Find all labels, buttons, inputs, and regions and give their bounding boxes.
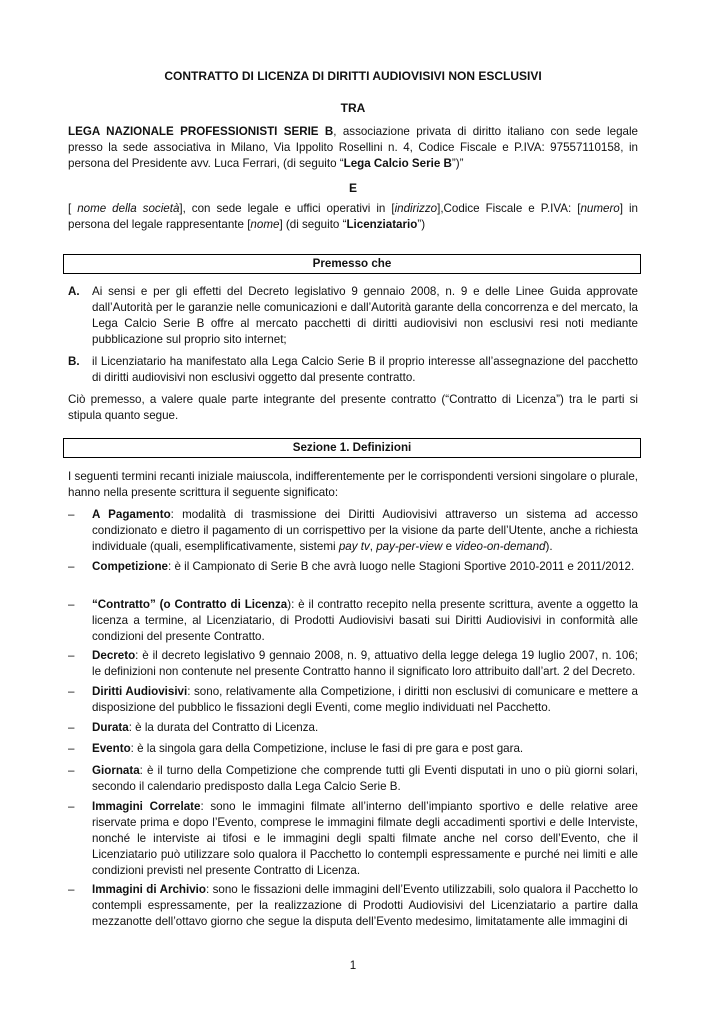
page-number: 1: [349, 959, 357, 972]
premesso-heading-box: Premesso che: [63, 254, 641, 274]
definition-text: [92, 799, 638, 879]
placeholder-indirizzo: indirizzo: [394, 202, 438, 215]
definition-body: : è il decreto legislativo 9 gennaio 2008, n. 9, attuativo della legge delega 19 luglio 2007, n. 106; le definizioni non contenute nel presente Contratto hanno il significato loro attribuito dall’art. 2 del Decreto.: [92, 649, 638, 678]
e-heading: E: [348, 181, 357, 195]
party2-alias: Licenziatario: [346, 218, 418, 231]
dash-bullet: –: [68, 598, 75, 611]
definition-text: [92, 597, 638, 645]
definition-body: ): è il contratto recepito nella presente scrittura, avente a oggetto la licenza a termine, al Licenziatario, di Prodotti Audiovisivi basati sui Diritti Audiovisivi in conformità alle condizioni del presente Contratto.: [92, 598, 638, 643]
definition-term: Immagini di Archivio: [92, 883, 206, 896]
definition-term: “Contratto” (o Contratto di Licenza: [92, 598, 288, 611]
definition-item: [68, 882, 638, 930]
definition-term: Competizione: [92, 560, 169, 573]
document-title: CONTRATTO DI LICENZA DI DIRITTI AUDIOVISIVI NON ESCLUSIVI: [164, 69, 542, 83]
definition-text: [92, 720, 638, 736]
party2-text: ],Codice Fiscale e P.IVA: [: [437, 202, 581, 215]
definition-text: [92, 648, 638, 680]
dash-bullet: –: [68, 649, 75, 662]
premesso-text: il Licenziatario ha manifestato alla Lega Calcio Serie B il proprio interesse all’assegnazione del pacchetto di diritti audiovisivi non esclusivi oggetto dal presente contratto.: [92, 355, 638, 384]
definition-item: [68, 648, 638, 680]
party1-alias: Lega Calcio Serie B: [343, 157, 452, 170]
definitions-intro: I seguenti termini recanti iniziale maiuscola, indifferentemente per le corrispondenti versioni singolare o plurale, hanno nella presente scrittura il seguente significato:: [68, 470, 638, 499]
sezione1-heading-box: Sezione 1. Definizioni: [63, 438, 641, 458]
definition-term: Evento: [92, 742, 131, 755]
dash-bullet: –: [68, 800, 75, 813]
party2-paragraph: [68, 201, 638, 233]
definition-term: A Pagamento: [92, 508, 171, 521]
premesso-item-a: [68, 284, 638, 348]
definition-term: Diritti Audiovisivi: [92, 685, 188, 698]
definition-body: : è il turno della Competizione che comprende tutti gli Eventi disputati in uno o più giorni solari, secondo il calendario predisposto dalla Lega Calcio Serie B.: [92, 764, 638, 793]
tra-heading: TRA: [340, 101, 366, 115]
party1-text: , associazione privata di diritto italiano con sede legale presso la sede associativa in Milano, Via Ippolito Rosellini n. 4, Codice Fiscale e P.IVA: 97557110158, in persona del Presidente avv. Luca Ferrari, (di seguito “: [68, 125, 638, 170]
dash-bullet: –: [68, 560, 75, 573]
party2-text: [: [68, 202, 78, 215]
definition-text: [92, 763, 638, 795]
definition-body: : sono, relativamente alla Competizione, i diritti non esclusivi di comunicare e mettere a disposizione del pubblico le fissazioni degli Eventi, come meglio individuati nel Pacchetto.: [92, 685, 638, 714]
party1-close: ”)”: [451, 157, 464, 170]
definition-term: Giornata: [92, 764, 140, 777]
party1-name: LEGA NAZIONALE PROFESSIONISTI SERIE B: [68, 125, 334, 138]
party2-text: ], con sede legale e uffici operativi in [: [179, 202, 395, 215]
definition-item: [68, 720, 638, 736]
definition-item: [68, 741, 638, 757]
dash-bullet: –: [68, 685, 75, 698]
definition-body: : è la durata del Contratto di Licenza.: [128, 721, 319, 734]
definition-item: [68, 559, 638, 575]
definition-body: : sono le fissazioni delle immagini dell’Evento utilizzabili, solo qualora il Pacchetto lo contempli espressamente, per la realizzazione di Prodotti Audiovisivi del Licenziatario a partire dalla mezzanotte dell’ottavo giorno che segue la disputa dell’Evento medesimo, limitatamente alle immagini di: [92, 883, 639, 928]
placeholder-numero: numero: [580, 202, 620, 215]
definition-item: [68, 763, 638, 795]
definition-text: [92, 507, 638, 555]
premesso-marker: B.: [68, 355, 80, 368]
definition-italic: pay tv: [338, 540, 370, 553]
definition-item: [68, 684, 638, 716]
definition-term: Decreto: [92, 649, 136, 662]
definition-term: Durata: [92, 721, 129, 734]
placeholder-nome: nome: [250, 218, 280, 231]
definition-text: [92, 559, 638, 575]
cio-premesso-paragraph: Ciò premesso, a valere quale parte integrante del presente contratto (“Contratto di Licenza”) tra le parti si stipula quanto segue.: [68, 393, 638, 422]
definition-item: [68, 597, 638, 645]
definition-text: [92, 684, 638, 716]
definition-body: e: [442, 540, 456, 553]
definition-item: [68, 507, 638, 555]
premesso-marker: A.: [68, 285, 80, 298]
definition-body: ,: [369, 540, 377, 553]
party2-text: ] (di seguito “: [279, 218, 347, 231]
dash-bullet: –: [68, 764, 75, 777]
definition-text: [92, 882, 638, 930]
dash-bullet: –: [68, 721, 75, 734]
definition-body: ).: [545, 540, 553, 553]
definition-term: Immagini Correlate: [92, 800, 201, 813]
definition-text: [92, 741, 638, 757]
party2-close: ”): [417, 218, 426, 231]
definition-item: [68, 799, 638, 879]
definition-body: : è la singola gara della Competizione, incluse le fasi di pre gara e post gara.: [130, 742, 524, 755]
party2-text: ] in persona del legale rappresentante [: [68, 202, 638, 231]
definition-body: : è il Campionato di Serie B che avrà luogo nelle Stagioni Sportive 2010-2011 e 2011/2012.: [168, 560, 635, 573]
premesso-item-b: [68, 354, 638, 386]
definition-body: : modalità di trasmissione dei Diritti Audiovisivi attraverso un sistema ad accesso condizionato e dietro il pagamento di un corrispettivo per la visione da parte dell’Utente, anche a richiesta individuale (quali, esemplificativamente, sistemi: [92, 508, 638, 553]
dash-bullet: –: [68, 883, 75, 896]
party1-paragraph: [68, 124, 638, 172]
definition-italic: video-on-demand: [455, 540, 546, 553]
dash-bullet: –: [68, 742, 75, 755]
definition-italic: pay-per-view: [376, 540, 443, 553]
definition-body: : sono le immagini filmate all’interno dell’impianto sportivo e delle relative aree riservate prima e dopo l’Evento, comprese le immagini filmate degli accadimenti sportivi e delle Interviste, nonché le interviste ai tifosi e le immagini degli spalti filmate anche nel corso dell’Evento, che il Licenziatario può utilizzare solo qualora il Pacchetto lo contempli espressamente e purché nei limiti e alle condizioni previsti nel presente Contratto di Licenza.: [92, 800, 638, 877]
placeholder-nome-societa: nome della società: [77, 202, 180, 215]
dash-bullet: –: [68, 508, 75, 521]
premesso-text: Ai sensi e per gli effetti del Decreto legislativo 9 gennaio 2008, n. 9 e delle Linee Guida approvate dall’Autorità per le garanzie nelle comunicazioni e dall’Autorità garante della concorrenza e del mercato, la Lega Calcio Serie B offre al mercato pacchetti di diritti audiovisivi non esclusivi resi noti mediante pubblicazione sul proprio sito internet;: [92, 285, 638, 346]
